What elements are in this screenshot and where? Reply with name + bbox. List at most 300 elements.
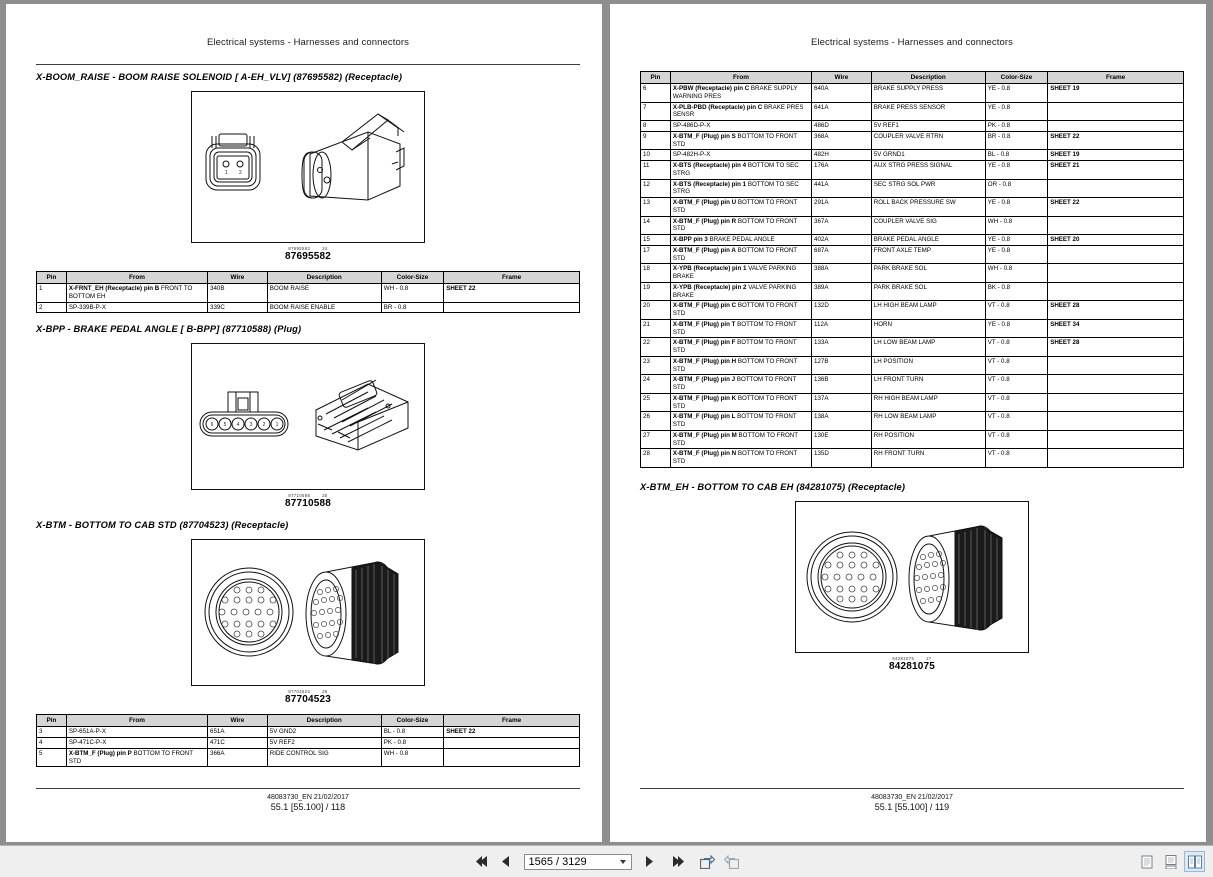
cell-color-size: VT - 0.8 — [985, 412, 1047, 431]
col-header-pin: Pin — [37, 272, 67, 284]
cell-frame — [444, 302, 580, 313]
cell-pin: 21 — [641, 319, 671, 338]
figure-part-number-1: 87695582 — [284, 251, 332, 262]
col-header-color-size: Color-Size — [381, 715, 443, 727]
cell-frame — [1048, 102, 1184, 121]
cell-color-size: YE - 0.8 — [985, 235, 1047, 246]
cell-frame — [444, 738, 580, 749]
cell-wire: 339C — [208, 302, 268, 313]
cell-description: RIDE CONTROL SIG — [267, 748, 381, 767]
cell-color-size: VT - 0.8 — [985, 356, 1047, 375]
table-row — [641, 449, 1184, 468]
section-title-bpp: X-BPP - BRAKE PEDAL ANGLE [ B-BPP] (87710588) (Plug) — [36, 324, 302, 335]
table-row — [641, 121, 1184, 132]
cell-from — [670, 282, 811, 301]
cell-pin: 13 — [641, 198, 671, 217]
cell-description: HORN — [871, 319, 985, 338]
cell-color-size: YE - 0.8 — [985, 319, 1047, 338]
cell-wire: 138A — [812, 412, 872, 431]
cell-frame — [1048, 216, 1184, 235]
cell-pin: 17 — [641, 245, 671, 264]
cell-pin: 3 — [37, 727, 67, 738]
cell-wire: 130E — [812, 430, 872, 449]
running-head-left: Electrical systems - Harnesses and connectors — [207, 37, 409, 48]
cell-color-size: OR - 0.8 — [985, 179, 1047, 198]
previous-page-button[interactable] — [498, 852, 515, 871]
cell-from-connector: X-BTM_F (Plug) pin M — [672, 431, 737, 439]
table-row — [641, 102, 1184, 121]
figure-number-3: 26 — [322, 689, 328, 695]
cell-wire: 486D — [812, 121, 872, 132]
cell-from-detail: VALVE PARKING BRAKE — [672, 265, 797, 280]
section-title-boom-raise: X-BOOM_RAISE - BOOM RAISE SOLENOID [ A-EH_VLV] (87695582) (Receptacle) — [36, 72, 403, 82]
cell-pin: 4 — [37, 738, 67, 749]
cell-color-size: WH - 0.8 — [985, 264, 1047, 283]
cell-description: LH HIGH BEAM LAMP — [871, 301, 985, 320]
cell-description: PARK BRAKE SOL — [871, 264, 985, 283]
col-header-description: Description — [267, 715, 381, 727]
cell-from-connector: X-BTM_F (Plug) pin T — [672, 320, 736, 328]
cell-from-connector: X-FRNT_EH (Receptacle) pin B — [68, 285, 160, 292]
cell-pin: 28 — [641, 449, 671, 468]
col-header-pin: Pin — [641, 72, 671, 84]
cell-pin: 24 — [641, 375, 671, 394]
figure-bpp-connector — [191, 343, 425, 490]
cell-frame — [1048, 264, 1184, 283]
cell-color-size: YE - 0.8 — [985, 102, 1047, 121]
table-row — [641, 150, 1184, 161]
figure-btm-eh-connector — [795, 501, 1029, 653]
table-row — [641, 131, 1184, 150]
svg-text:5: 5 — [223, 422, 227, 429]
last-page-button[interactable] — [669, 852, 686, 871]
connector-6pin-diagram — [192, 344, 424, 489]
cell-from-detail: FRONT TO BOTTOM EH — [68, 285, 193, 300]
page-number-field[interactable] — [524, 854, 632, 870]
connector-circular-diagram — [192, 540, 424, 685]
cell-from-connector: X-BTM_F (Plug) pin K — [672, 394, 737, 402]
cell-from-connector: X-BTM_F (Plug) pin F — [672, 339, 736, 347]
cell-pin: 9 — [641, 131, 671, 150]
pin-table-body-1 — [37, 284, 580, 313]
cell-from — [670, 161, 811, 180]
cell-from-detail: BOTTOM TO FRONT STD — [672, 199, 798, 214]
header-rule-left — [36, 64, 580, 65]
cell-pin: 6 — [641, 84, 671, 103]
table-row — [641, 393, 1184, 412]
cell-wire: 640A — [812, 84, 872, 103]
svg-text:4: 4 — [236, 422, 240, 429]
footer-rule-right — [640, 788, 1184, 789]
cell-wire: 389A — [812, 282, 872, 301]
svg-text:1: 1 — [275, 422, 279, 429]
cell-from-detail: SP-482H-P-X — [672, 151, 711, 159]
cell-from — [670, 375, 811, 394]
facing-pages-view-button[interactable] — [1184, 851, 1205, 872]
table-row — [641, 430, 1184, 449]
cell-from — [670, 338, 811, 357]
cell-from — [670, 430, 811, 449]
cell-pin: 1 — [37, 284, 67, 303]
cell-frame: SHEET 22 — [1048, 198, 1184, 217]
table-header-row — [37, 715, 580, 727]
col-header-frame: Frame — [1048, 72, 1184, 84]
cell-pin: 22 — [641, 338, 671, 357]
cell-color-size: YE - 0.8 — [985, 161, 1047, 180]
cell-from-detail: BOTTOM TO SEC STRG — [672, 180, 799, 196]
cell-from-connector: X-PBW (Receptacle) pin C — [672, 85, 750, 92]
table-row — [641, 84, 1184, 103]
col-header-color-size: Color-Size — [381, 272, 443, 284]
cell-wire: 112A — [812, 319, 872, 338]
pin-table-body-right — [641, 84, 1184, 468]
cell-from-connector: X-BTM_F (Plug) pin A — [672, 246, 736, 254]
cell-description: AUX STRG PRESS SIGNAL — [871, 161, 985, 180]
cell-frame — [1048, 449, 1184, 468]
rotate-clockwise-icon[interactable] — [699, 852, 716, 871]
chevron-down-icon[interactable] — [620, 860, 626, 864]
table-row — [641, 235, 1184, 246]
page-right — [610, 4, 1206, 842]
figure-part-number-2: 87710588 — [284, 498, 332, 510]
cell-pin: 26 — [641, 412, 671, 431]
cell-from-connector: X-BTS (Receptacle) pin 1 — [672, 180, 747, 188]
table-row — [37, 302, 580, 313]
cell-from-detail: BOTTOM TO FRONT STD — [672, 320, 797, 336]
table-row — [37, 284, 580, 303]
col-header-description: Description — [267, 272, 381, 284]
svg-text:2: 2 — [262, 422, 266, 429]
table-row — [641, 198, 1184, 217]
table-row — [641, 375, 1184, 394]
table-row — [37, 727, 580, 738]
cell-from — [670, 131, 811, 150]
table-row — [641, 282, 1184, 301]
cell-wire: 402A — [812, 235, 872, 246]
col-header-from: From — [66, 272, 207, 284]
table-row — [37, 748, 580, 767]
cell-wire: 651A — [208, 727, 268, 738]
connector-2pin-diagram — [192, 92, 424, 242]
cell-wire: 441A — [812, 179, 872, 198]
continuous-scroll-view-button[interactable] — [1160, 851, 1181, 872]
page-left — [6, 4, 602, 842]
cell-frame: SHEET 22 — [444, 727, 580, 738]
cell-color-size: BR - 0.8 — [381, 302, 443, 313]
table-row — [641, 264, 1184, 283]
cell-from-connector: X-BTS (Receptacle) pin 4 — [672, 162, 747, 169]
cell-from-detail: BOTTOM TO FRONT STD — [672, 132, 797, 148]
cell-pin: 15 — [641, 235, 671, 246]
next-page-button[interactable] — [641, 852, 658, 871]
cell-from-connector: X-BTM_F (Plug) pin S — [672, 132, 736, 140]
cell-description: LH LOW BEAM LAMP — [871, 338, 985, 357]
cell-color-size: WH - 0.8 — [381, 748, 443, 767]
cell-description: ROLL BACK PRESSURE SW — [871, 198, 985, 217]
cell-from-detail: BOTTOM TO FRONT STD — [672, 450, 798, 465]
cell-description: COUPLER VALVE SIG — [871, 216, 985, 235]
figure-number-2: 25 — [322, 493, 328, 499]
cell-pin: 18 — [641, 264, 671, 283]
single-page-view-button[interactable] — [1136, 851, 1157, 872]
cell-from — [66, 727, 207, 738]
footer-rule-left — [36, 788, 580, 789]
cell-frame — [1048, 245, 1184, 264]
cell-pin: 7 — [641, 102, 671, 121]
cell-from-detail: BOTTOM TO FRONT STD — [672, 413, 797, 428]
cell-pin: 19 — [641, 282, 671, 301]
cell-from-connector: X-BTM_F (Plug) pin J — [672, 376, 736, 384]
cell-from — [670, 216, 811, 235]
page-number-value[interactable]: 1565 / 3129 — [528, 855, 587, 868]
connector-circular-eh-diagram — [796, 502, 1028, 652]
table-row — [641, 319, 1184, 338]
cell-frame: SHEET 21 — [1048, 161, 1184, 180]
figure-part-small-1: 87695582 — [288, 246, 311, 251]
cell-from — [670, 449, 811, 468]
section-title-btm: X-BTM - BOTTOM TO CAB STD (87704523) (Receptacle) — [36, 520, 289, 531]
footer-doc-id-left: 48083730_EN 21/02/2017 — [267, 794, 349, 801]
cell-wire: 687A — [812, 245, 872, 264]
table-row — [641, 412, 1184, 431]
cell-from-detail: SP-651A-P-X — [68, 728, 106, 736]
col-header-from: From — [670, 72, 811, 84]
col-header-description: Description — [871, 72, 985, 84]
cell-pin: 20 — [641, 301, 671, 320]
cell-from-connector: X-BTM_F (Plug) pin H — [672, 357, 737, 365]
cell-description: BOOM RAISE ENABLE — [267, 302, 381, 313]
table-row — [37, 738, 580, 749]
cell-description: 5V REF1 — [871, 121, 985, 132]
cell-from-connector: X-BTM_F (Plug) pin U — [672, 199, 737, 206]
cell-description: 5V REF2 — [267, 738, 381, 749]
col-header-frame: Frame — [444, 272, 580, 284]
cell-pin: 12 — [641, 179, 671, 198]
cell-color-size: YE - 0.8 — [985, 84, 1047, 103]
cell-color-size: VT - 0.8 — [985, 338, 1047, 357]
cell-frame — [1048, 179, 1184, 198]
cell-wire: 176A — [812, 161, 872, 180]
cell-from — [670, 150, 811, 161]
pin-table-btm — [36, 714, 580, 767]
cell-from — [670, 245, 811, 264]
figure-part-number-3: 87704523 — [284, 694, 332, 706]
cell-wire: 641A — [812, 102, 872, 121]
cell-from-connector: X-BTM_F (Plug) pin C — [672, 302, 737, 310]
cell-frame — [1048, 375, 1184, 394]
cell-color-size: VT - 0.8 — [985, 375, 1047, 394]
cell-from — [670, 84, 811, 103]
cell-pin: 2 — [37, 302, 67, 313]
footer-page-ref-right: 55.1 [55.100] / 119 — [874, 802, 950, 812]
cell-from-detail: BOTTOM TO FRONT STD — [68, 749, 193, 765]
cell-wire: 388A — [812, 264, 872, 283]
figure-part-number-4: 84281075 — [888, 660, 936, 672]
first-page-button[interactable] — [474, 852, 491, 871]
cell-from — [670, 121, 811, 132]
cell-frame — [1048, 356, 1184, 375]
cell-pin: 23 — [641, 356, 671, 375]
view-mode-group — [1136, 851, 1205, 872]
cell-from — [66, 748, 207, 767]
cell-frame: SHEET 22 — [444, 284, 580, 303]
cell-frame: SHEET 28 — [1048, 338, 1184, 357]
cell-description: BRAKE SUPPLY PRESS — [871, 84, 985, 103]
cell-from-detail: BOTTOM TO FRONT STD — [672, 394, 798, 410]
cell-from-detail: BOTTOM TO FRONT STD — [672, 357, 798, 373]
page-footer-right — [640, 788, 1184, 812]
cell-from-detail: BOTTOM TO FRONT STD — [672, 246, 797, 262]
cell-description: LH FRONT TURN — [871, 375, 985, 394]
cell-wire: 366A — [208, 748, 268, 767]
cell-frame: SHEET 28 — [1048, 301, 1184, 320]
cell-frame — [1048, 121, 1184, 132]
cell-frame — [1048, 430, 1184, 449]
figure-number-1: 24 — [322, 246, 328, 251]
cell-color-size: YE - 0.8 — [985, 245, 1047, 264]
cell-from-connector: X-YPB (Receptacle) pin 1 — [672, 265, 747, 273]
cell-from — [670, 393, 811, 412]
cell-frame: SHEET 22 — [1048, 131, 1184, 150]
cell-frame — [1048, 282, 1184, 301]
svg-text:6: 6 — [210, 422, 214, 429]
figure-number-4: 27 — [926, 655, 932, 661]
cell-from-detail: BOTTOM TO FRONT STD — [672, 302, 798, 317]
table-row — [641, 338, 1184, 357]
cell-from — [670, 301, 811, 320]
col-header-frame: Frame — [444, 715, 580, 727]
cell-description: RH POSITION — [871, 430, 985, 449]
cell-from-detail: SP-486D-P-X — [672, 122, 711, 129]
cell-wire: 135D — [812, 449, 872, 468]
svg-text:3: 3 — [249, 422, 253, 429]
cell-from-connector: X-BTM_F (Plug) pin P — [68, 749, 132, 757]
table-row — [641, 161, 1184, 180]
cell-wire: 340B — [208, 284, 268, 303]
cell-description: BRAKE PRESS SENSOR — [871, 102, 985, 121]
cell-from — [670, 412, 811, 431]
col-header-wire: Wire — [812, 72, 872, 84]
cell-description: 5V GRND1 — [871, 150, 985, 161]
cell-wire: 133A — [812, 338, 872, 357]
table-header-row — [37, 272, 580, 284]
cell-frame: SHEET 20 — [1048, 235, 1184, 246]
cell-color-size: PK - 0.8 — [985, 121, 1047, 132]
cell-description: RH LOW BEAM LAMP — [871, 412, 985, 431]
figure-boom-raise-connector — [191, 91, 425, 243]
rotate-counter-clockwise-icon[interactable] — [723, 852, 740, 871]
cell-from-connector: X-BTM_F (Plug) pin L — [672, 413, 736, 421]
cell-from — [670, 319, 811, 338]
cell-from-connector: X-BTM_F (Plug) pin N — [672, 450, 737, 458]
cell-description: PARK BRAKE SOL — [871, 282, 985, 301]
cell-frame: SHEET 19 — [1048, 150, 1184, 161]
cell-color-size: BK - 0.8 — [985, 282, 1047, 301]
cell-from-detail: BOTTOM TO SEC STRG — [672, 162, 799, 177]
cell-color-size: VT - 0.8 — [985, 301, 1047, 320]
cell-frame — [1048, 393, 1184, 412]
figure-part-small-4: 84281075 — [892, 655, 915, 661]
cell-pin: 25 — [641, 393, 671, 412]
col-header-wire: Wire — [208, 272, 268, 284]
cell-pin: 27 — [641, 430, 671, 449]
viewer-toolbar — [0, 845, 1213, 877]
cell-from-connector: X-BTM_F (Plug) pin R — [672, 217, 737, 225]
cell-color-size: WH - 0.8 — [381, 284, 443, 303]
cell-frame: SHEET 19 — [1048, 84, 1184, 103]
cell-description: SEC STRG SOL PWR — [871, 179, 985, 198]
cell-wire: 136B — [812, 375, 872, 394]
cell-description: LH POSITION — [871, 356, 985, 375]
page-footer-left — [36, 788, 580, 812]
cell-from-detail: BOTTOM TO FRONT STD — [672, 376, 797, 391]
cell-from — [670, 179, 811, 198]
cell-from-detail: VALVE PARKING BRAKE — [672, 283, 797, 299]
cell-color-size: VT - 0.8 — [985, 449, 1047, 468]
cell-from — [670, 198, 811, 217]
cell-from-detail: BOTTOM TO FRONT STD — [672, 339, 797, 354]
cell-from — [670, 235, 811, 246]
cell-pin: 11 — [641, 161, 671, 180]
footer-doc-id-right: 48083730_EN 21/02/2017 — [871, 794, 953, 801]
cell-frame — [444, 748, 580, 767]
cell-from-detail: BRAKE PRES SENSR — [672, 103, 804, 119]
cell-description: RH HIGH BEAM LAMP — [871, 393, 985, 412]
table-row — [641, 179, 1184, 198]
page-navigation-group — [474, 852, 740, 871]
cell-color-size: BL - 0.8 — [381, 727, 443, 738]
cell-from-detail: SP-471C-P-X — [68, 739, 107, 746]
cell-wire: 127B — [812, 356, 872, 375]
pin-table-boom-raise — [36, 271, 580, 313]
cell-from — [66, 302, 207, 313]
cell-from — [66, 738, 207, 749]
cell-description: RH FRONT TURN — [871, 449, 985, 468]
cell-from-connector: X-YPB (Receptacle) pin 2 — [672, 283, 747, 291]
cell-description: BOOM RAISE — [267, 284, 381, 303]
table-row — [641, 245, 1184, 264]
pin-table-body-3 — [37, 727, 580, 767]
cell-from — [670, 264, 811, 283]
cell-wire: 471C — [208, 738, 268, 749]
cell-from — [670, 102, 811, 121]
cell-frame — [1048, 412, 1184, 431]
cell-pin: 8 — [641, 121, 671, 132]
figure-part-small-3: 87704523 — [288, 689, 311, 695]
cell-color-size: WH - 0.8 — [985, 216, 1047, 235]
cell-description: BRAKE PEDAL ANGLE — [871, 235, 985, 246]
cell-color-size: BR - 0.8 — [985, 131, 1047, 150]
cell-wire: 482H — [812, 150, 872, 161]
col-header-from: From — [66, 715, 207, 727]
cell-color-size: YE - 0.8 — [985, 198, 1047, 217]
section-title-btm-eh: X-BTM_EH - BOTTOM TO CAB EH (84281075) (Receptacle) — [640, 481, 906, 492]
cell-from-detail: BRAKE SUPPLY WARNING PRES — [672, 85, 798, 100]
cell-from-connector: X-PLB-PBD (Receptacle) pin C — [672, 103, 763, 111]
cell-description: FRONT AXLE TEMP — [871, 245, 985, 264]
cell-from-detail: SP-339B-P-X — [68, 303, 106, 311]
cell-color-size: VT - 0.8 — [985, 430, 1047, 449]
cell-from — [670, 356, 811, 375]
cell-frame: SHEET 34 — [1048, 319, 1184, 338]
cell-wire: 132D — [812, 301, 872, 320]
cell-wire: 137A — [812, 393, 872, 412]
cell-color-size: PK - 0.8 — [381, 738, 443, 749]
table-row — [641, 216, 1184, 235]
cell-pin: 10 — [641, 150, 671, 161]
cell-wire: 291A — [812, 198, 872, 217]
cell-wire: 368A — [812, 131, 872, 150]
